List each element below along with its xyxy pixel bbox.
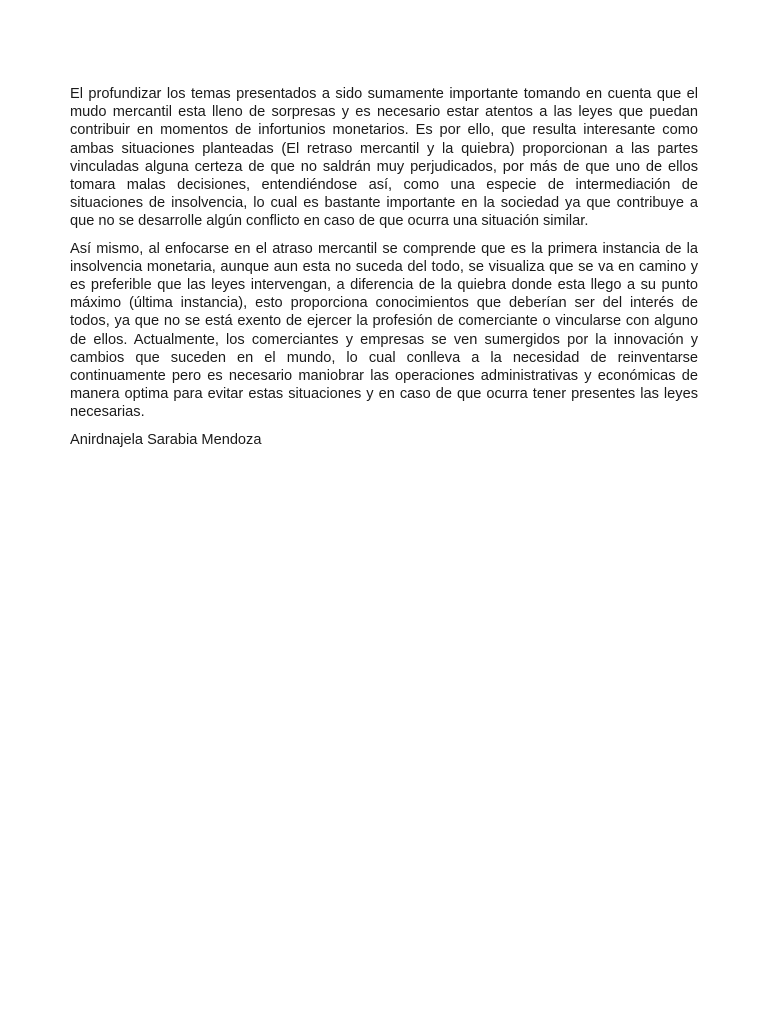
author-signature: Anirdnajela Sarabia Mendoza [70,431,262,448]
document-body [70,85,698,458]
paragraph-2: Así mismo, al enfocarse en el atraso mercantil se comprende que es la primera instancia de la insolvencia monetaria, aunque aun esta no suceda del todo, se visualiza que se va en camino y es preferible que las leyes intervengan, a diferencia de la quiebra donde esta llego a su punto máximo (última instancia), esto proporciona conocimientos que deberían ser del interés de todos, ya que no se está exento de ejercer la profesión de comerciante o vincularse con alguno de ellos. Actualmente, los comerciantes y empresas se ven sumergidos por la innovación y cambios que suceden en el mundo, lo cual conlleva a la necesidad de reinventarse continuamente pero es necesario maniobrar las operaciones administrativas y económicas de manera optima para evitar estas situaciones y en caso de que ocurra tener presentes las leyes necesarias. [70,240,698,421]
paragraph-1: El profundizar los temas presentados a sido sumamente importante tomando en cuenta que el mudo mercantil esta lleno de sorpresas y es necesario estar atentos a las leyes que puedan contribuir en momentos de infortunios monetarios. Es por ello, que resulta interesante como ambas situaciones planteadas (El retraso mercantil y la quiebra) proporcionan a las partes vinculadas alguna certeza de que no saldrán muy perjudicados, por más de que uno de ellos tomara malas decisiones, entendiéndose así, como una especie de intermediación de situaciones de insolvencia, lo cual es bastante importante en la sociedad ya que contribuye a que no se desarrolle algún conflicto en caso de que ocurra una situación similar. [70,86,698,230]
